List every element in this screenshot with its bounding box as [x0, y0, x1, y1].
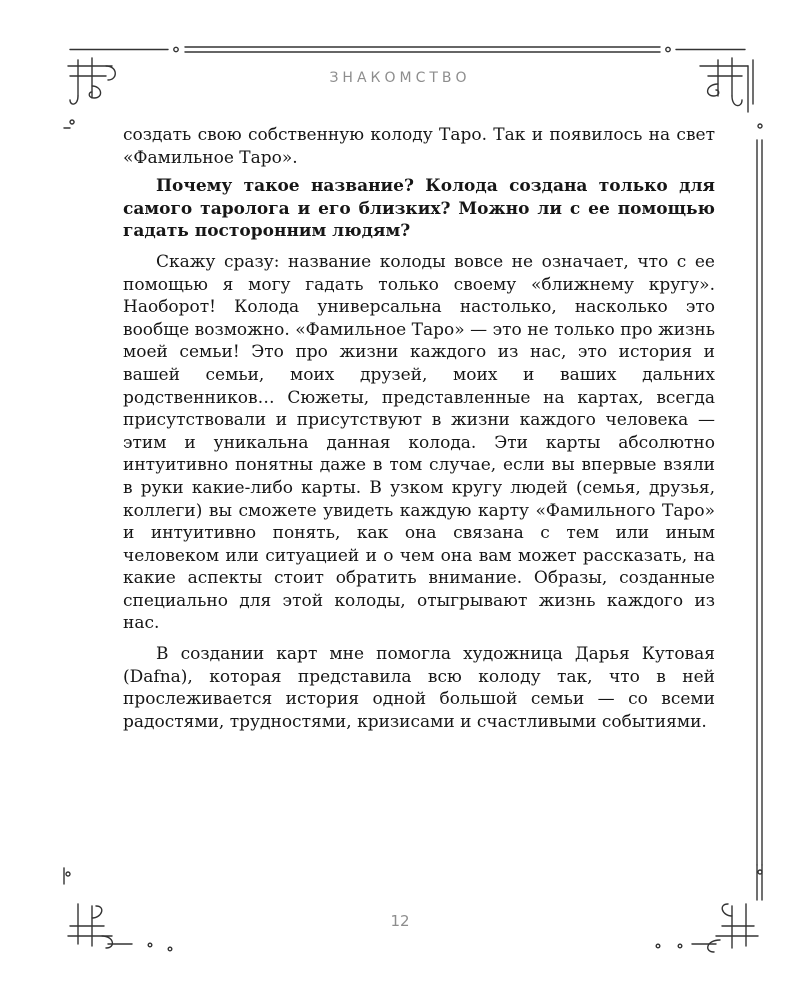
corner-ornament-top-left — [64, 58, 115, 128]
corner-ornament-bottom-right — [656, 865, 762, 952]
page-body-text — [123, 124, 715, 733]
running-head: ЗНАКОМСТВО — [329, 70, 471, 86]
corner-ornament-bottom-left — [64, 868, 172, 951]
paragraph-answer: Скажу сразу: название колоды вовсе не означает, что с ее помощью я могу гадать только своему «ближнему кругу». Наоборот! Колода универсальна настолько, насколько это вообще возможно. «Фамильное Таро» — это не только про жизнь моей семьи! Это про жизни каждого из нас, это история и вашей семьи, моих друзей, моих и ваших дальних родственников… Сюжеты, представленные на картах, всегда присутствовали и присутствуют в жизни каждого человека — этим и уникальна данная колода. Эти карты абсолютно интуитивно понятны даже в том случае, если вы впервые взяли в руки какие-либо карты. В узком кругу людей (семья, друзья, коллеги) вы сможете увидеть каждую карту «Фамильного Таро» и интуитивно понять, как она связана с тем или иным человеком или ситуацией и о чем она вам может рассказать, на какие аспекты стоит обратить внимание. Образы, созданные специально для этой колоды, отыгрывают жизнь каждого из нас. — [123, 251, 715, 634]
paragraph-artist: В создании карт мне помогла художница Дарья Кутовая (Dafna), которая представила всю колоду так, что в ней прослеживается история одной большой семьи — со всеми радостями, трудностями, кризисами и счастливыми событиями. — [123, 644, 715, 732]
question-heading: Почему такое название? Колода создана только для самого таролога и его близких? Можно ли с ее помощью гадать посторонним людям? — [123, 176, 715, 242]
page-number: 12 — [390, 912, 410, 930]
corner-ornament-top-right — [700, 58, 762, 128]
paragraph-intro: создать свою собственную колоду Таро. Так и появилось на свет «Фамильное Таро». — [123, 125, 715, 168]
